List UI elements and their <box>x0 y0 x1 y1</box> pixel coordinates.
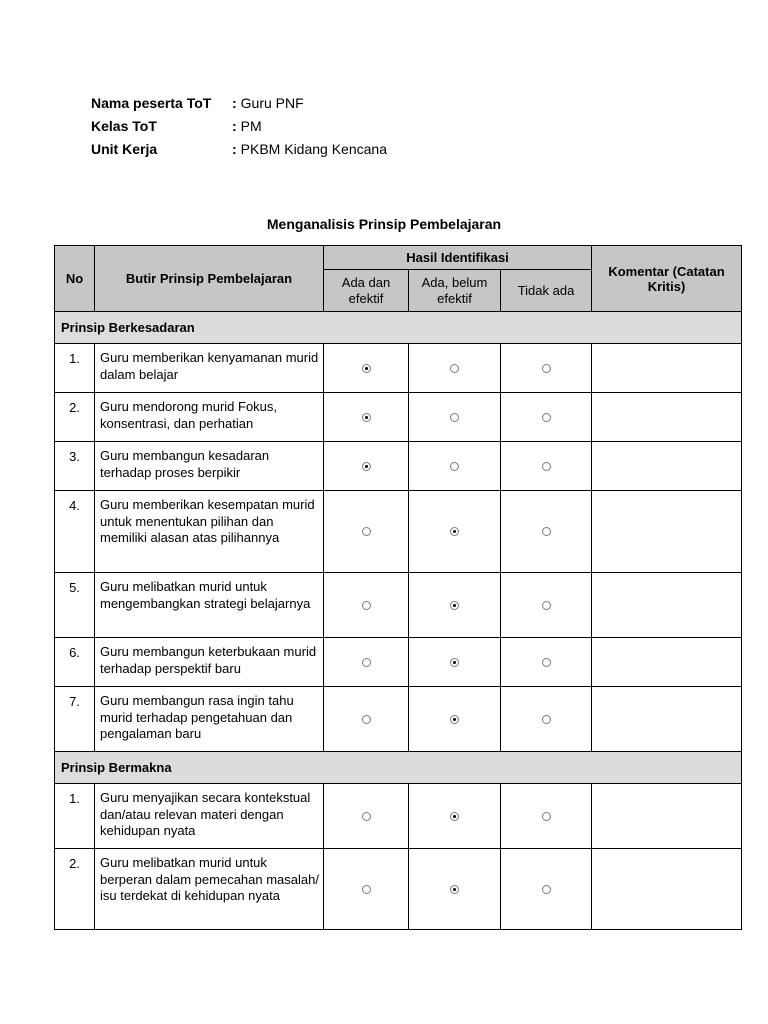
radio-ada-efektif[interactable] <box>362 658 371 667</box>
radio-cell <box>501 344 592 393</box>
radio-ada-belum-efektif[interactable] <box>450 601 459 610</box>
principle-text: Guru membangun keterbukaan murid terhadap perspektif baru <box>95 638 324 687</box>
radio-ada-efektif[interactable] <box>362 812 371 821</box>
radio-cell <box>324 573 409 638</box>
row-number: 2. <box>55 849 95 930</box>
comment-cell[interactable] <box>592 849 742 930</box>
radio-cell <box>324 638 409 687</box>
principle-text: Guru melibatkan murid untuk mengembangkan strategi belajarnya <box>95 573 324 638</box>
radio-cell <box>501 638 592 687</box>
header-ada-efektif: Ada dan efektif <box>324 270 409 312</box>
principle-text: Guru menyajikan secara kontekstual dan/atau relevan materi dengan kehidupan nyata <box>95 784 324 849</box>
radio-tidak-ada[interactable] <box>542 715 551 724</box>
radio-cell <box>409 344 501 393</box>
comment-cell[interactable] <box>592 491 742 573</box>
radio-cell <box>324 393 409 442</box>
radio-ada-belum-efektif[interactable] <box>450 812 459 821</box>
info-row-unit: Unit Kerja : PKBM Kidang Kencana <box>91 139 387 162</box>
header-butir: Butir Prinsip Pembelajaran <box>95 246 324 312</box>
radio-ada-efektif[interactable] <box>362 715 371 724</box>
info-label: Kelas ToT <box>91 118 157 134</box>
table-row <box>55 393 742 442</box>
radio-cell <box>409 784 501 849</box>
info-label: Nama peserta ToT <box>91 95 212 111</box>
row-number: 3. <box>55 442 95 491</box>
section-row <box>55 312 742 344</box>
radio-cell <box>409 393 501 442</box>
radio-tidak-ada[interactable] <box>542 812 551 821</box>
radio-cell <box>501 849 592 930</box>
info-row-class: Kelas ToT : PM <box>91 116 387 139</box>
comment-cell[interactable] <box>592 784 742 849</box>
radio-ada-belum-efektif[interactable] <box>450 527 459 536</box>
radio-ada-efektif[interactable] <box>362 462 371 471</box>
comment-cell[interactable] <box>592 687 742 752</box>
header-ada-belum-efektif: Ada, belum efektif <box>409 270 501 312</box>
radio-tidak-ada[interactable] <box>542 885 551 894</box>
radio-cell <box>409 638 501 687</box>
radio-cell <box>324 442 409 491</box>
comment-cell[interactable] <box>592 393 742 442</box>
header-komentar: Komentar (Catatan Kritis) <box>592 246 742 312</box>
analysis-table <box>54 245 742 930</box>
radio-cell <box>324 491 409 573</box>
radio-cell <box>409 849 501 930</box>
radio-cell <box>324 784 409 849</box>
row-number: 7. <box>55 687 95 752</box>
info-label: Unit Kerja <box>91 141 158 157</box>
header-hasil: Hasil Identifikasi <box>324 246 592 270</box>
radio-ada-efektif[interactable] <box>362 527 371 536</box>
comment-cell[interactable] <box>592 442 742 491</box>
radio-cell <box>324 687 409 752</box>
principle-text: Guru melibatkan murid untuk berperan dalam pemecahan masalah/ isu terdekat di kehidupan nyata <box>95 849 324 930</box>
row-number: 2. <box>55 393 95 442</box>
radio-cell <box>501 784 592 849</box>
radio-cell <box>409 687 501 752</box>
radio-ada-belum-efektif[interactable] <box>450 364 459 373</box>
principle-text: Guru membangun rasa ingin tahu murid terhadap pengetahuan dan pengalaman baru <box>95 687 324 752</box>
radio-cell <box>409 491 501 573</box>
radio-cell <box>501 573 592 638</box>
radio-ada-efektif[interactable] <box>362 885 371 894</box>
principle-text: Guru memberikan kenyamanan murid dalam belajar <box>95 344 324 393</box>
info-row-name: Nama peserta ToT : Guru PNF <box>91 93 387 116</box>
radio-ada-belum-efektif[interactable] <box>450 885 459 894</box>
radio-ada-belum-efektif[interactable] <box>450 715 459 724</box>
radio-cell <box>501 491 592 573</box>
header-no: No <box>55 246 95 312</box>
principle-text: Guru membangun kesadaran terhadap proses berpikir <box>95 442 324 491</box>
principle-text: Guru memberikan kesempatan murid untuk menentukan pilihan dan memiliki alasan atas pilihannya <box>95 491 324 573</box>
radio-cell <box>501 442 592 491</box>
table-row <box>55 344 742 393</box>
row-number: 1. <box>55 784 95 849</box>
comment-cell[interactable] <box>592 573 742 638</box>
radio-tidak-ada[interactable] <box>542 601 551 610</box>
table-row <box>55 573 742 638</box>
header-tidak-ada: Tidak ada <box>501 270 592 312</box>
radio-tidak-ada[interactable] <box>542 462 551 471</box>
radio-tidak-ada[interactable] <box>542 364 551 373</box>
row-number: 1. <box>55 344 95 393</box>
comment-cell[interactable] <box>592 344 742 393</box>
table-row <box>55 849 742 930</box>
radio-ada-efektif[interactable] <box>362 601 371 610</box>
info-value: PM <box>240 118 262 134</box>
table-row <box>55 638 742 687</box>
radio-ada-belum-efektif[interactable] <box>450 462 459 471</box>
table-row <box>55 442 742 491</box>
radio-ada-belum-efektif[interactable] <box>450 413 459 422</box>
participant-info <box>91 93 387 162</box>
table-row <box>55 687 742 752</box>
radio-cell <box>324 849 409 930</box>
radio-cell <box>501 393 592 442</box>
comment-cell[interactable] <box>592 638 742 687</box>
row-number: 4. <box>55 491 95 573</box>
radio-ada-belum-efektif[interactable] <box>450 658 459 667</box>
radio-cell <box>409 442 501 491</box>
radio-ada-efektif[interactable] <box>362 413 371 422</box>
radio-tidak-ada[interactable] <box>542 658 551 667</box>
table-row <box>55 784 742 849</box>
document-title: Menganalisis Prinsip Pembelajaran <box>266 216 502 232</box>
radio-tidak-ada[interactable] <box>542 413 551 422</box>
radio-ada-efektif[interactable] <box>362 364 371 373</box>
principle-text: Guru mendorong murid Fokus, konsentrasi, dan perhatian <box>95 393 324 442</box>
section-row <box>55 752 742 784</box>
table-row <box>55 491 742 573</box>
row-number: 5. <box>55 573 95 638</box>
info-value: PKBM Kidang Kencana <box>240 141 387 157</box>
radio-tidak-ada[interactable] <box>542 527 551 536</box>
radio-cell <box>501 687 592 752</box>
section-title: Prinsip Bermakna <box>55 752 742 784</box>
info-value: Guru PNF <box>240 95 304 111</box>
row-number: 6. <box>55 638 95 687</box>
radio-cell <box>409 573 501 638</box>
radio-cell <box>324 344 409 393</box>
section-title: Prinsip Berkesadaran <box>55 312 742 344</box>
